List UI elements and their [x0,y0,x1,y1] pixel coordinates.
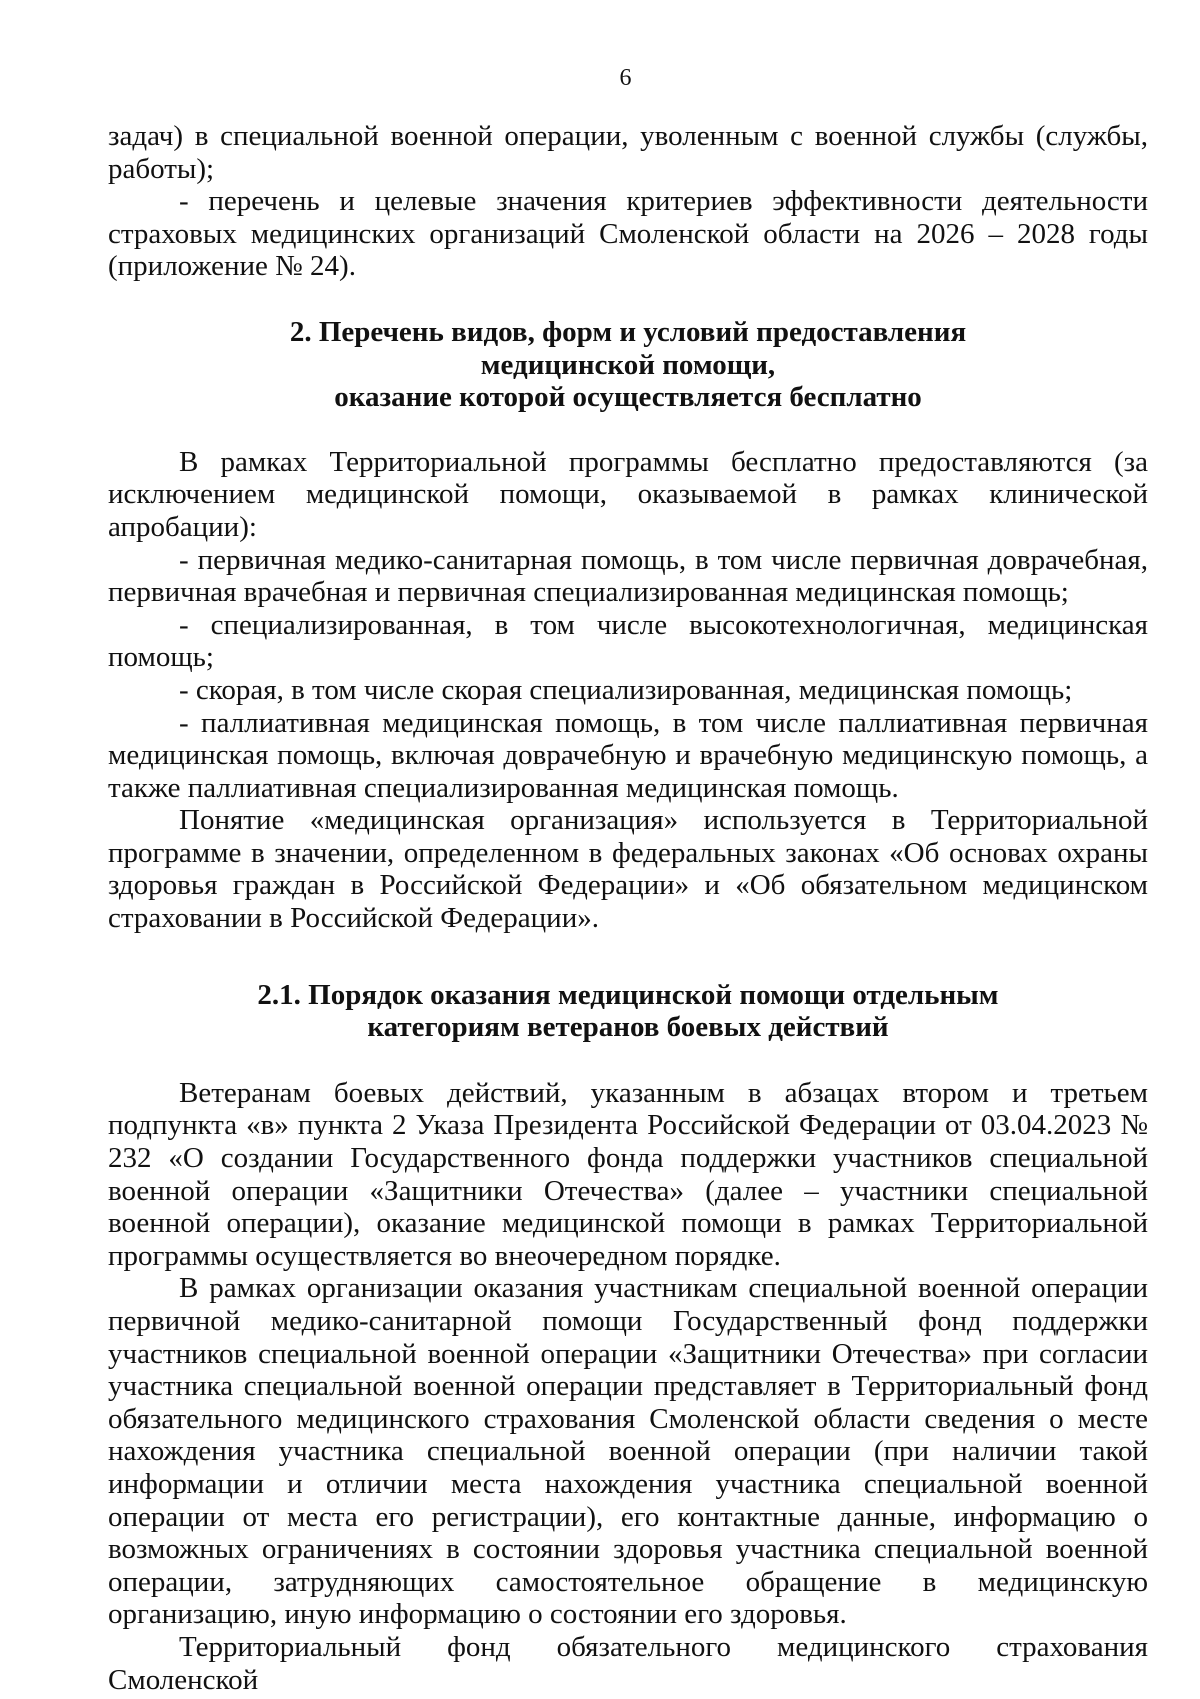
paragraph: В рамках организации оказания участникам специальной военной операции первичной медико-санитарной помощи Государственный фонд поддержки участников специальной военной операции «Защитники Отечества» при согласии участника специальной военной операции представляет в Территориальный фонд обязательного медицинского страхования Смоленской области сведения о месте нахождения участника специальной военной операции (при наличии такой информации и отличии места нахождения участника специальной военной операции от места его регистрации), его контактные данные, информацию о возможных ограничениях в состоянии здоровья участника специальной военной операции, затрудняющих самостоятельное обращение в медицинскую организацию, иную информацию о состоянии его здоровья. [108,1272,1148,1631]
paragraph-list-item: - перечень и целевые значения критериев эффективности деятельности страховых медицинских организаций Смоленской области на 2026 – 2028 годы (приложение № 24). [108,185,1148,283]
heading-line: медицинской помощи, [480,348,776,381]
paragraph-list-item: - специализированная, в том числе высокотехнологичная, медицинская помощь; [108,608,1148,674]
paragraph-list-item: - скорая, в том числе скорая специализированная, медицинская помощь; [179,673,1073,706]
heading-line: 2. Перечень видов, форм и условий предоставления [289,315,967,348]
paragraph-continued: Территориальный фонд обязательного медицинского страхования Смоленской [108,1630,1148,1696]
section-heading-2 [108,316,1148,414]
paragraph-list-item: - паллиативная медицинская помощь, в том числе паллиативная первичная медицинская помощь, включая доврачебную и врачебную медицинскую помощь, а также паллиативная специализированная медицинская помощь. [108,706,1148,804]
paragraph-continuation: задач) в специальной военной операции, уволенным с военной службы (службы, работы); [108,120,1148,185]
paragraph: Ветеранам боевых действий, указанным в абзацах втором и третьем подпункта «в» пункта 2 Указа Президента Российской Федерации от 03.04.2023 № 232 «О создании Государственного фонда поддержки участников специальной военной операции «Защитники Отечества» (далее – участники специальной военной операции), оказание медицинской помощи в рамках Территориальной программы осуществляется во внеочередном порядке. [108,1076,1148,1272]
heading-line: оказание которой осуществляется бесплатно [334,381,922,414]
page-number: 6 [619,65,632,91]
heading-line: категориям ветеранов боевых действий [367,1011,889,1044]
heading-line: 2.1. Порядок оказания медицинской помощи отдельным [257,978,999,1011]
document-body [108,120,1148,1696]
paragraph-list-item: - первичная медико-санитарная помощь, в том числе первичная доврачебная, первичная врачебная и первичная специализированная медицинская помощь; [108,543,1148,609]
section-heading-2-1 [108,979,1148,1044]
paragraph: Понятие «медицинская организация» используется в Территориальной программе в значении, определенном в федеральных законах «Об основах охраны здоровья граждан в Российской Федерации» и «Об обязательном медицинском страховании в Российской Федерации». [108,804,1148,935]
paragraph: В рамках Территориальной программы бесплатно предоставляются (за исключением медицинской помощи, оказываемой в рамках клинической апробации): [108,445,1148,543]
